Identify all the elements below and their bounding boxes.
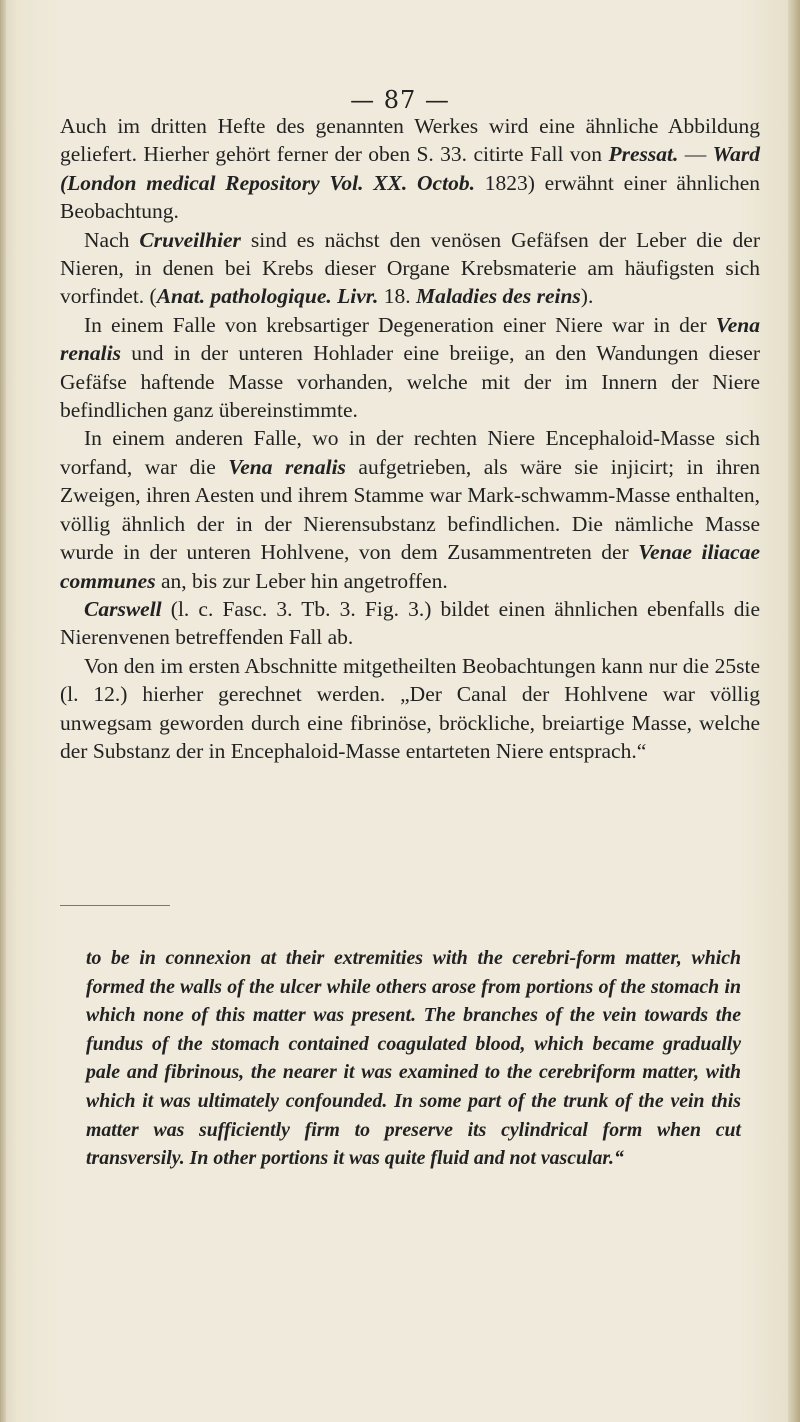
paragraph-5: Carswell (l. c. Fasc. 3. Tb. 3. Fig. 3.) bildet einen ähnlichen ebenfalls die Nierenvenen betreffenden Fall ab. <box>60 596 760 650</box>
paragraph-1: Auch im dritten Hefte des genannten Werkes wird eine ähnliche Abbildung geliefert. Hierher gehört ferner der oben S. 33. citirte Fall von Pressat. — Ward (London medical Repository Vol. XX. Octob. 1823) erwähnt einer ähnlichen Beobachtung. <box>60 114 760 224</box>
footnote <box>86 944 741 1173</box>
page-outer-edge <box>788 0 800 1422</box>
footnote-divider <box>60 905 170 906</box>
main-text <box>60 112 760 765</box>
footnote-text: to be in connexion at their extremities with the cerebri-form matter, which formed the walls of the ulcer while others arose from portions of the stomach in which none of this matter was present. The branches of the vein towards the fundus of the stomach contained coagulated blood, which became gradually pale and fibrinous, the nearer it was examined to the cerebriform matter, with which it was ultimately confounded. In some part of the trunk of the vein this matter was sufficiently firm to preserve its cylindrical form when cut transversily. In other portions it was quite fluid and not vascular.“ <box>86 947 741 1170</box>
page-binding-edge <box>0 0 6 1422</box>
paragraph-4: In einem anderen Falle, wo in der rechten Niere Encephaloid-Masse sich vorfand, war die Vena renalis aufgetrieben, als wäre sie injicirt; in ihren Zweigen, ihren Aesten und ihrem Stamme war Mark-schwamm-Masse enthalten, völlig ähnlich der in der Nierensubstanz befindlichen. Die nämliche Masse wurde in der unteren Hohlvene, von dem Zusammentreten der Venae iliacae communes an, bis zur Leber hin angetroffen. <box>60 426 761 593</box>
paragraph-6: Von den im ersten Abschnitte mitgetheilten Beobachtungen kann nur die 25ste (l. 12.) hierher gerechnet werden. „Der Canal der Hohlvene war völlig unwegsam geworden durch eine fibrinöse, bröckliche, breiartige Masse, welche der Substanz der in Encephaloid-Masse entarteten Niere entsprach.“ <box>60 653 760 763</box>
page-number: — 87 — <box>350 86 450 114</box>
paragraph-3: In einem Falle von krebsartiger Degeneration einer Niere war in der Vena renalis und in der unteren Hohlader eine breiige, an den Wandungen dieser Gefäfse haftende Masse vorhanden, welche mit der im Innern der Niere befindlichen ganz übereinstimmte. <box>60 312 760 423</box>
paragraph-2: Nach Cruveilhier sind es nächst den venösen Gefäfsen der Leber die der Nieren, in denen bei Krebs dieser Organe Krebsmaterie am häufigsten sich vorfindet. (Anat. pathologique. Livr. 18. Maladies des reins). <box>60 227 760 309</box>
